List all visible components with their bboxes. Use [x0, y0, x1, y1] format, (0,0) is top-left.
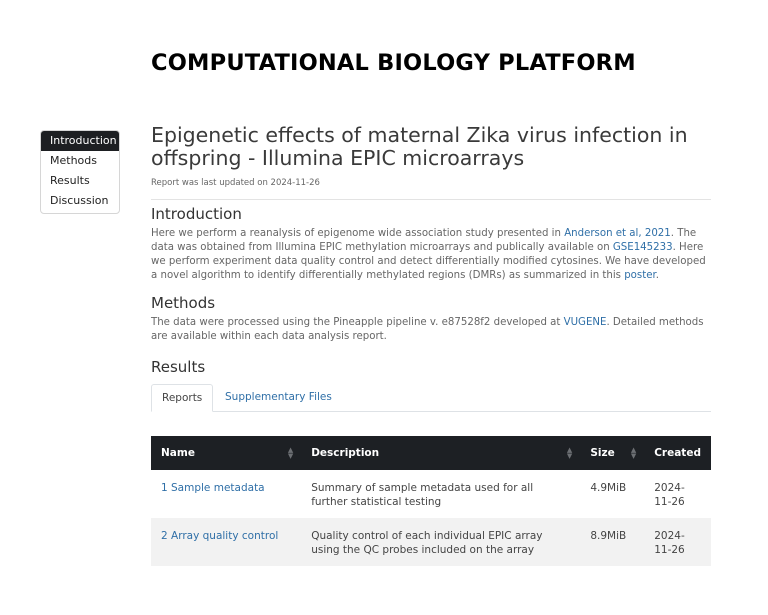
- table-header-row: [151, 436, 711, 470]
- intro-text-3: . Here we perform experiment data quality control and detect differentially modified cytosines. We have developed a novel algorithm to identify differentially methylated regions (DMRs) as summarized in this: [151, 242, 706, 281]
- introduction-heading: Introduction: [151, 205, 242, 223]
- header-label: Created: [654, 447, 701, 459]
- sidebar-item-methods[interactable]: Methods: [50, 154, 97, 167]
- report-title: Epigenetic effects of maternal Zika virus infection in offspring - Illumina EPIC microarrays: [151, 123, 688, 170]
- header-label: Description: [311, 447, 380, 459]
- sort-arrows-icon[interactable]: ▲ ▼: [287, 446, 294, 460]
- cell-description: Quality control of each individual EPIC array using the QC probes included on the array: [301, 518, 580, 566]
- vugene-link[interactable]: VUGENE: [563, 317, 607, 328]
- poster-link[interactable]: poster: [624, 270, 656, 281]
- last-updated: Report was last updated on 2024-11-26: [151, 178, 711, 200]
- results-heading: Results: [151, 358, 206, 376]
- table-row: [151, 470, 711, 518]
- cell-size: 8.9MiB: [580, 518, 644, 566]
- table-row: [151, 518, 711, 566]
- sort-arrows-icon[interactable]: ▲ ▼: [566, 446, 573, 460]
- introduction-text: [151, 227, 711, 283]
- methods-heading: Methods: [151, 294, 216, 312]
- cell-created: 2024-11-26: [644, 470, 711, 518]
- column-header-created[interactable]: [644, 436, 711, 470]
- cell-name: [151, 470, 301, 518]
- report-link[interactable]: 2 Array quality control: [161, 530, 279, 542]
- report-link[interactable]: 1 Sample metadata: [161, 482, 265, 494]
- cell-created: 2024-11-26: [644, 518, 711, 566]
- cell-name: [151, 518, 301, 566]
- tab-supplementary-files[interactable]: Supplementary Files: [225, 391, 332, 403]
- column-header-size[interactable]: [580, 436, 644, 470]
- methods-text-1: The data were processed using the Pineapple pipeline v. e87528f2 developed at: [151, 317, 564, 328]
- sidebar-item-discussion[interactable]: Discussion: [50, 194, 109, 207]
- sidebar-item-introduction[interactable]: Introduction: [41, 131, 119, 151]
- anderson-link[interactable]: Anderson et al, 2021: [564, 228, 671, 239]
- methods-text-2: . Detailed methods are available within each data analysis report.: [151, 317, 704, 342]
- gse-link[interactable]: GSE145233: [612, 242, 673, 253]
- tab-reports[interactable]: Reports: [151, 384, 213, 412]
- sidebar-item-results[interactable]: Results: [50, 174, 90, 187]
- header-label: Name: [161, 447, 195, 459]
- reports-table: [151, 436, 711, 566]
- column-header-name[interactable]: [151, 436, 301, 470]
- main-content: [151, 124, 711, 412]
- cell-size: 4.9MiB: [580, 470, 644, 518]
- results-tabs: [151, 384, 711, 412]
- intro-text-2: . The data was obtained from Illumina EPIC methylation microarrays and publically available on: [151, 228, 697, 253]
- header-label: Size: [590, 447, 615, 459]
- intro-text-1: Here we perform a reanalysis of epigenome wide association study presented in: [151, 228, 565, 239]
- sort-arrows-icon[interactable]: ▲ ▼: [630, 446, 637, 460]
- sidebar-nav: [40, 130, 120, 214]
- methods-text: [151, 316, 711, 344]
- platform-title: COMPUTATIONAL BIOLOGY PLATFORM: [151, 50, 636, 76]
- column-header-description[interactable]: [301, 436, 580, 470]
- cell-description: Summary of sample metadata used for all further statistical testing: [301, 470, 580, 518]
- intro-text-4: .: [655, 270, 659, 281]
